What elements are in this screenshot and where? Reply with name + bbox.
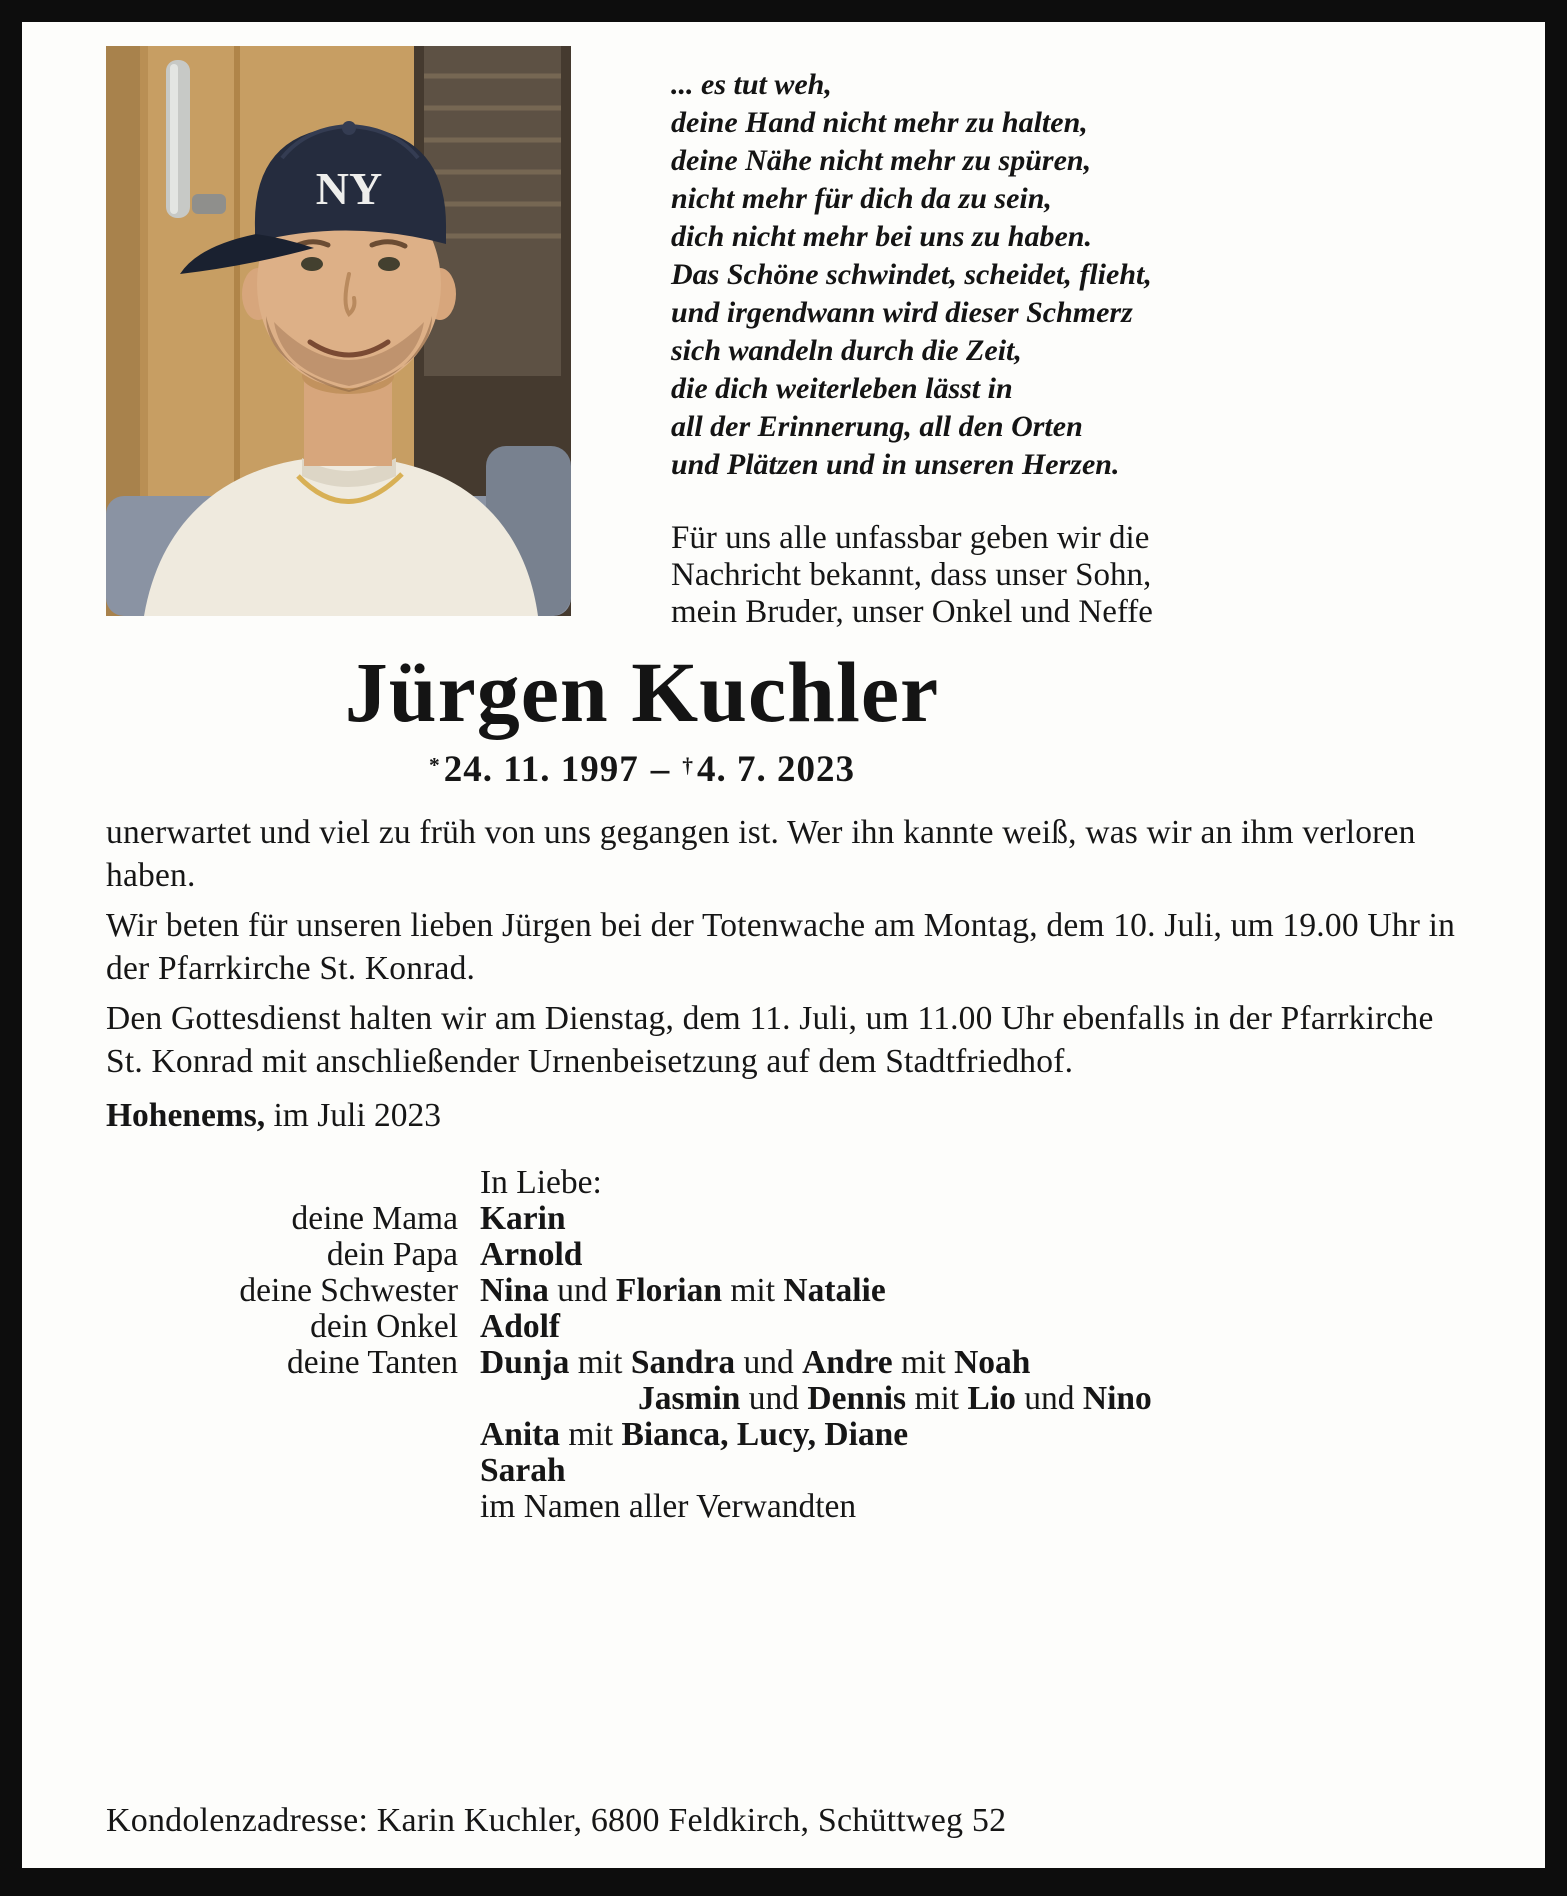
family-relation-label: [106, 1381, 458, 1417]
poem-line: nicht mehr für dich da zu sein,: [671, 182, 1052, 215]
family-row: [106, 1381, 1461, 1417]
family-relation-label: deine Tanten: [287, 1344, 458, 1381]
deceased-name: Jürgen Kuchler: [344, 644, 940, 740]
intro-line: mein Bruder, unser Onkel und Neffe: [671, 594, 1153, 630]
poem-line: ... es tut weh,: [671, 68, 832, 101]
memorial-poem: [671, 66, 1153, 484]
name-block: [106, 646, 1178, 791]
family-names: Dunja mit Sandra und Andre mit Noah: [480, 1344, 1031, 1381]
family-relation-label: dein Onkel: [310, 1308, 458, 1345]
family-relation-label: [106, 1489, 458, 1525]
dateline: [106, 1097, 1461, 1135]
announcement-intro: [671, 520, 1153, 631]
family-names: Anita mit Bianca, Lucy, Diane: [480, 1416, 909, 1453]
family-row: [106, 1273, 1461, 1309]
poem-line: dich nicht mehr bei uns zu haben.: [671, 220, 1092, 253]
family-relation-label: [106, 1165, 458, 1201]
family-relation-label: [106, 1453, 458, 1489]
family-relation-label: deine Schwester: [239, 1272, 458, 1309]
family-relation-label: [106, 1417, 458, 1453]
poem-line: sich wandeln durch die Zeit,: [671, 334, 1022, 367]
death-date: 4. 7. 2023: [696, 749, 855, 790]
intro-line: Nachricht bekannt, dass unser Sohn,: [671, 557, 1152, 593]
family-row: [106, 1201, 1461, 1237]
family-list: [106, 1165, 1461, 1525]
condolence-address: Kondolenzadresse: Karin Kuchler, 6800 Feldkirch, Schüttweg 52: [106, 1802, 1007, 1839]
top-section: [106, 46, 1461, 630]
poem-line: deine Hand nicht mehr zu halten,: [671, 106, 1088, 139]
birth-date: 24. 11. 1997: [443, 749, 639, 790]
dates-separator: –: [650, 749, 671, 790]
family-relation-label: deine Mama: [291, 1200, 458, 1237]
body-paragraph: Wir beten für unseren lieben Jürgen bei der Totenwache am Montag, dem 10. Juli, um 19.00 Uhr in der Pfarrkirche St. Konrad.: [106, 907, 1456, 987]
poem-line: Das Schöne schwindet, scheidet, flieht,: [671, 258, 1152, 291]
family-names: Arnold: [480, 1236, 583, 1273]
portrait-photo-illustration: [106, 46, 571, 616]
family-names: Adolf: [480, 1308, 561, 1345]
body-paragraph: unerwartet und viel zu früh von uns gegangen ist. Wer ihn kannte weiß, was wir an ihm verloren haben.: [106, 814, 1416, 894]
obituary-card: [22, 22, 1545, 1868]
poem-line: und irgendwann wird dieser Schmerz: [671, 296, 1133, 329]
poem-line: all der Erinnerung, all den Orten: [671, 410, 1083, 443]
body-paragraph: Den Gottesdienst halten wir am Dienstag, dem 11. Juli, um 11.00 Uhr ebenfalls in der Pfarrkirche St. Konrad mit anschließender Urnenbeisetzung auf dem Stadtfriedhof.: [106, 1000, 1434, 1080]
intro-line: Für uns alle unfassbar geben wir die: [671, 520, 1150, 556]
announcement-body: [106, 811, 1461, 1083]
dateline-date: im Juli 2023: [265, 1097, 442, 1134]
family-row: [106, 1489, 1461, 1525]
family-names: Jasmin und Dennis mit Lio und Nino: [638, 1380, 1152, 1417]
poem-line: deine Nähe nicht mehr zu spüren,: [671, 144, 1092, 177]
cap-ny-logo: NY: [315, 163, 383, 214]
family-relation-label: dein Papa: [326, 1236, 458, 1273]
family-row: [106, 1453, 1461, 1489]
family-row: [106, 1237, 1461, 1273]
dateline-place: Hohenems,: [106, 1097, 266, 1134]
family-names: Sarah: [480, 1452, 566, 1489]
family-row: [106, 1165, 1461, 1201]
death-symbol: †: [682, 753, 694, 777]
poem-line: die dich weiterleben lässt in: [671, 372, 1013, 405]
family-row: [106, 1345, 1461, 1381]
family-names: im Namen aller Verwandten: [480, 1488, 857, 1525]
birth-symbol: *: [429, 753, 441, 777]
right-column: [671, 46, 1153, 630]
family-names: Nina und Florian mit Natalie: [480, 1272, 886, 1309]
life-dates: [106, 748, 1178, 791]
family-row: [106, 1309, 1461, 1345]
family-names: In Liebe:: [480, 1164, 602, 1201]
family-names: Karin: [480, 1200, 566, 1237]
poem-line: und Plätzen und in unseren Herzen.: [671, 448, 1120, 481]
family-row: [106, 1417, 1461, 1453]
portrait-photo: [106, 46, 571, 616]
